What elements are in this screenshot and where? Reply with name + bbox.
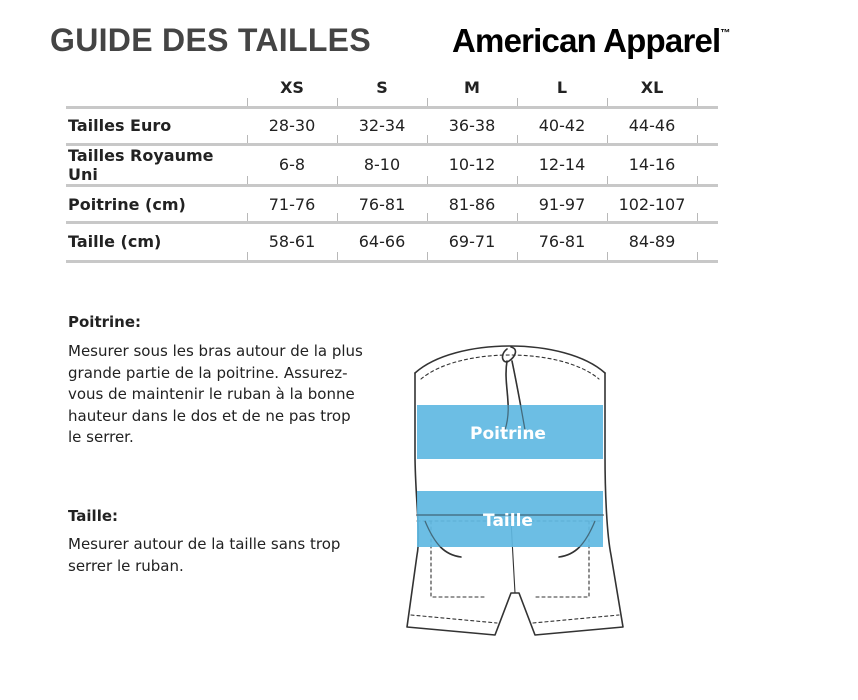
table-rule (66, 184, 718, 187)
row-label-uk: Tailles Royaume Uni (68, 146, 214, 184)
romper-illustration (395, 335, 635, 675)
column-header-s: S (376, 78, 388, 97)
row-label-euro: Tailles Euro (68, 116, 172, 135)
table-cell: 102-107 (618, 195, 686, 214)
table-cell: 36-38 (448, 116, 496, 135)
row-label-waist: Taille (cm) (68, 232, 162, 251)
column-header-xs: XS (280, 78, 304, 97)
chest-section-title: Poitrine: (68, 313, 142, 331)
column-header-m: M (464, 78, 480, 97)
row-label-chest: Poitrine (cm) (68, 195, 186, 214)
table-cell: 76-81 (358, 195, 406, 214)
brand-logo (452, 22, 730, 60)
trademark-symbol: ™ (720, 28, 731, 39)
table-cell: 58-61 (268, 232, 316, 251)
column-header-xl: XL (640, 78, 664, 97)
table-cell: 64-66 (358, 232, 406, 251)
waist-section-title: Taille: (68, 507, 119, 525)
table-cell: 84-89 (628, 232, 676, 251)
table-cell: 76-81 (538, 232, 586, 251)
table-cell: 32-34 (358, 116, 406, 135)
table-cell: 14-16 (628, 155, 676, 174)
table-cell: 69-71 (448, 232, 496, 251)
chest-band-label: Poitrine (470, 424, 546, 444)
page-title: GUIDE DES TAILLES (50, 22, 371, 58)
chest-section-body: Mesurer sous les bras autour de la plus grande partie de la poitrine. Assurez-vous de maintenir le ruban à la bonne hauteur dans le dos et de ne pas trop le serrer. (68, 342, 363, 446)
table-cell: 10-12 (448, 155, 496, 174)
table-cell: 8-10 (363, 155, 401, 174)
table-cell: 40-42 (538, 116, 586, 135)
waist-section-body: Mesurer autour de la taille sans trop serrer le ruban. (68, 535, 341, 575)
waist-band-label: Taille (483, 511, 533, 531)
table-cell: 91-97 (538, 195, 586, 214)
size-table (66, 70, 718, 266)
table-cell: 6-8 (278, 155, 306, 174)
table-rule (66, 260, 718, 263)
table-cell: 12-14 (538, 155, 586, 174)
table-cell: 71-76 (268, 195, 316, 214)
table-cell: 81-86 (448, 195, 496, 214)
table-cell: 28-30 (268, 116, 316, 135)
table-rule (66, 106, 718, 109)
table-cell: 44-46 (628, 116, 676, 135)
brand-name: American Apparel (452, 22, 721, 59)
table-rule (66, 221, 718, 224)
column-header-l: L (556, 78, 568, 97)
